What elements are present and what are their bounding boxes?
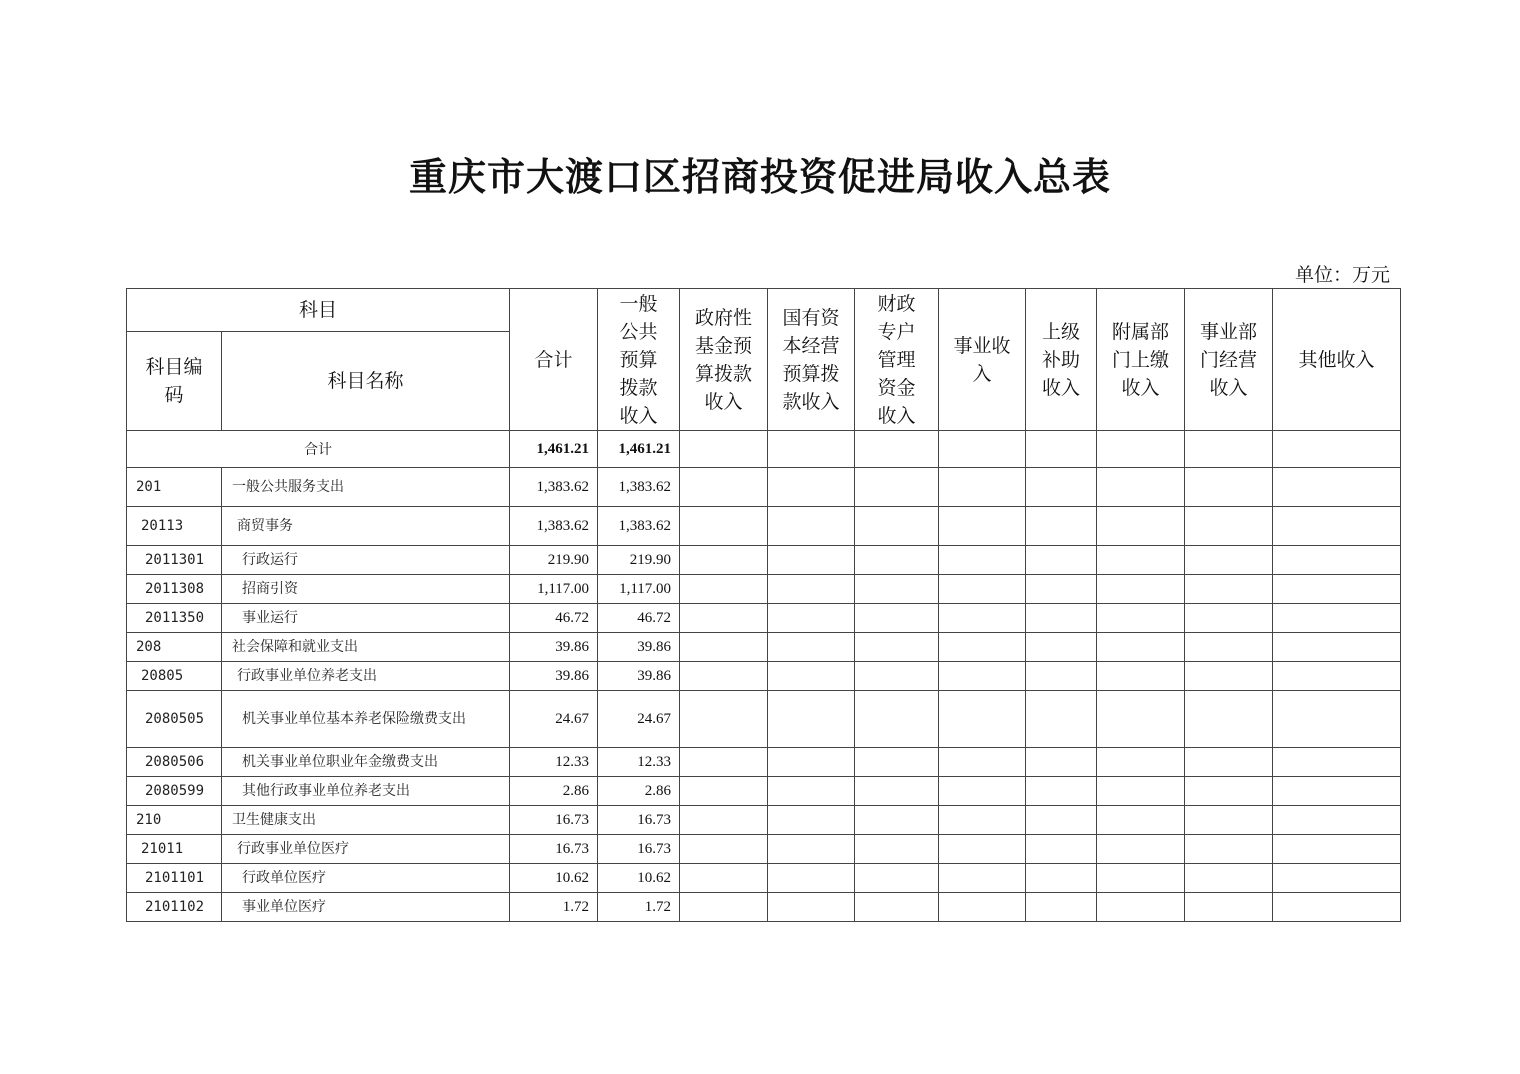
empty-cell xyxy=(1097,575,1185,604)
total-row-total: 1,461.21 xyxy=(510,431,598,468)
empty-cell xyxy=(1026,691,1097,748)
empty-cell xyxy=(680,777,768,806)
table-row xyxy=(127,806,1401,835)
table-row xyxy=(127,893,1401,922)
header-subject-name: 科目名称 xyxy=(222,332,510,431)
row-code: 2080506 xyxy=(127,748,222,777)
empty-cell xyxy=(855,431,939,468)
empty-cell xyxy=(855,893,939,922)
empty-cell xyxy=(1273,468,1401,507)
row-code: 2011301 xyxy=(127,546,222,575)
empty-cell xyxy=(855,864,939,893)
empty-cell xyxy=(1185,864,1273,893)
empty-cell xyxy=(1185,546,1273,575)
table-row xyxy=(127,691,1401,748)
empty-cell xyxy=(939,893,1026,922)
empty-cell xyxy=(855,575,939,604)
empty-cell xyxy=(1026,546,1097,575)
empty-cell xyxy=(1026,806,1097,835)
empty-cell xyxy=(939,633,1026,662)
header-state-capital xyxy=(768,289,855,431)
header-fiscal-account-text: 财政专户管理资金收入 xyxy=(877,292,916,427)
row-general-budget: 10.62 xyxy=(598,864,680,893)
row-total: 2.86 xyxy=(510,777,598,806)
header-affiliated-payment xyxy=(1097,289,1185,431)
row-total: 39.86 xyxy=(510,662,598,691)
row-name: 一般公共服务支出 xyxy=(222,468,510,507)
row-total: 24.67 xyxy=(510,691,598,748)
empty-cell xyxy=(1185,806,1273,835)
row-code: 20805 xyxy=(127,662,222,691)
empty-cell xyxy=(768,893,855,922)
header-subject: 科目 xyxy=(127,289,510,332)
empty-cell xyxy=(1026,604,1097,633)
total-row-general-budget: 1,461.21 xyxy=(598,431,680,468)
row-total: 1.72 xyxy=(510,893,598,922)
empty-cell xyxy=(939,835,1026,864)
empty-cell xyxy=(1026,893,1097,922)
empty-cell xyxy=(1273,546,1401,575)
empty-cell xyxy=(1273,864,1401,893)
empty-cell xyxy=(1273,633,1401,662)
table-row xyxy=(127,748,1401,777)
row-name: 机关事业单位职业年金缴费支出 xyxy=(222,748,510,777)
header-superior-subsidy-text: 上级补助收入 xyxy=(1042,320,1081,399)
empty-cell xyxy=(680,507,768,546)
row-total: 39.86 xyxy=(510,633,598,662)
row-name: 行政事业单位养老支出 xyxy=(222,662,510,691)
header-fiscal-account xyxy=(855,289,939,431)
row-general-budget: 39.86 xyxy=(598,633,680,662)
header-business-income xyxy=(939,289,1026,431)
row-general-budget: 16.73 xyxy=(598,806,680,835)
empty-cell xyxy=(855,507,939,546)
table-row xyxy=(127,835,1401,864)
empty-cell xyxy=(1097,507,1185,546)
row-code: 2101101 xyxy=(127,864,222,893)
unit-label: 单位：万元 xyxy=(1294,265,1390,286)
header-gov-fund xyxy=(680,289,768,431)
empty-cell xyxy=(680,835,768,864)
empty-cell xyxy=(680,633,768,662)
row-name: 行政运行 xyxy=(222,546,510,575)
empty-cell xyxy=(939,575,1026,604)
row-name: 行政事业单位医疗 xyxy=(222,835,510,864)
row-total: 1,117.00 xyxy=(510,575,598,604)
empty-cell xyxy=(768,507,855,546)
table-row xyxy=(127,468,1401,507)
empty-cell xyxy=(939,604,1026,633)
row-total: 10.62 xyxy=(510,864,598,893)
row-name: 卫生健康支出 xyxy=(222,806,510,835)
row-total: 1,383.62 xyxy=(510,468,598,507)
row-name: 招商引资 xyxy=(222,575,510,604)
row-general-budget: 219.90 xyxy=(598,546,680,575)
header-business-income-text: 事业收入 xyxy=(953,334,1011,385)
row-name: 社会保障和就业支出 xyxy=(222,633,510,662)
empty-cell xyxy=(1185,468,1273,507)
row-code: 210 xyxy=(127,806,222,835)
empty-cell xyxy=(1097,468,1185,507)
row-code: 2011308 xyxy=(127,575,222,604)
row-code: 2011350 xyxy=(127,604,222,633)
empty-cell xyxy=(680,431,768,468)
empty-cell xyxy=(1185,633,1273,662)
empty-cell xyxy=(1273,893,1401,922)
row-general-budget: 12.33 xyxy=(598,748,680,777)
header-gov-fund-text: 政府性基金预算拨款收入 xyxy=(695,306,753,413)
empty-cell xyxy=(768,662,855,691)
table-row xyxy=(127,777,1401,806)
empty-cell xyxy=(855,662,939,691)
row-code: 2080599 xyxy=(127,777,222,806)
empty-cell xyxy=(1185,893,1273,922)
empty-cell xyxy=(939,507,1026,546)
empty-cell xyxy=(855,691,939,748)
empty-cell xyxy=(768,864,855,893)
table-row xyxy=(127,575,1401,604)
empty-cell xyxy=(1097,633,1185,662)
row-name: 机关事业单位基本养老保险缴费支出 xyxy=(222,691,510,748)
empty-cell xyxy=(680,662,768,691)
row-general-budget: 1.72 xyxy=(598,893,680,922)
empty-cell xyxy=(1097,431,1185,468)
empty-cell xyxy=(768,748,855,777)
empty-cell xyxy=(1273,835,1401,864)
empty-cell xyxy=(1273,691,1401,748)
row-name: 其他行政事业单位养老支出 xyxy=(222,777,510,806)
empty-cell xyxy=(1273,806,1401,835)
empty-cell xyxy=(855,546,939,575)
income-summary-table xyxy=(126,288,1401,922)
header-total: 合计 xyxy=(510,289,598,431)
empty-cell xyxy=(768,468,855,507)
empty-cell xyxy=(855,468,939,507)
total-row-label: 合计 xyxy=(127,431,510,468)
empty-cell xyxy=(1273,748,1401,777)
empty-cell xyxy=(1097,748,1185,777)
table-row xyxy=(127,604,1401,633)
empty-cell xyxy=(768,604,855,633)
empty-cell xyxy=(768,835,855,864)
empty-cell xyxy=(1097,864,1185,893)
empty-cell xyxy=(1273,777,1401,806)
empty-cell xyxy=(939,864,1026,893)
empty-cell xyxy=(680,468,768,507)
empty-cell xyxy=(768,633,855,662)
empty-cell xyxy=(1185,777,1273,806)
row-total: 46.72 xyxy=(510,604,598,633)
empty-cell xyxy=(939,546,1026,575)
empty-cell xyxy=(939,691,1026,748)
empty-cell xyxy=(1185,575,1273,604)
empty-cell xyxy=(1097,691,1185,748)
row-total: 12.33 xyxy=(510,748,598,777)
empty-cell xyxy=(1273,431,1401,468)
empty-cell xyxy=(1185,748,1273,777)
row-general-budget: 46.72 xyxy=(598,604,680,633)
empty-cell xyxy=(768,431,855,468)
empty-cell xyxy=(1185,604,1273,633)
empty-cell xyxy=(768,546,855,575)
empty-cell xyxy=(1097,777,1185,806)
empty-cell xyxy=(768,691,855,748)
empty-cell xyxy=(1026,662,1097,691)
row-total: 1,383.62 xyxy=(510,507,598,546)
empty-cell xyxy=(680,806,768,835)
empty-cell xyxy=(855,748,939,777)
row-code: 2080505 xyxy=(127,691,222,748)
empty-cell xyxy=(1026,633,1097,662)
empty-cell xyxy=(1097,604,1185,633)
empty-cell xyxy=(855,777,939,806)
empty-cell xyxy=(1097,893,1185,922)
empty-cell xyxy=(1273,575,1401,604)
empty-cell xyxy=(1097,546,1185,575)
empty-cell xyxy=(1273,604,1401,633)
row-name: 商贸事务 xyxy=(222,507,510,546)
header-state-capital-text: 国有资本经营预算拨款收入 xyxy=(782,306,840,413)
table-row xyxy=(127,546,1401,575)
empty-cell xyxy=(1273,662,1401,691)
empty-cell xyxy=(1185,431,1273,468)
empty-cell xyxy=(939,431,1026,468)
row-general-budget: 1,117.00 xyxy=(598,575,680,604)
page-title: 重庆市大渡口区招商投资促进局收入总表 xyxy=(408,154,1111,199)
row-general-budget: 1,383.62 xyxy=(598,507,680,546)
empty-cell xyxy=(939,748,1026,777)
row-general-budget: 16.73 xyxy=(598,835,680,864)
header-subject-code-text: 科目编码 xyxy=(145,356,203,406)
empty-cell xyxy=(1273,507,1401,546)
row-total: 219.90 xyxy=(510,546,598,575)
empty-cell xyxy=(1026,777,1097,806)
header-business-operation-text: 事业部门经营收入 xyxy=(1200,320,1258,399)
empty-cell xyxy=(939,662,1026,691)
empty-cell xyxy=(1026,864,1097,893)
table-row xyxy=(127,507,1401,546)
empty-cell xyxy=(680,864,768,893)
empty-cell xyxy=(1185,662,1273,691)
empty-cell xyxy=(1026,835,1097,864)
empty-cell xyxy=(939,777,1026,806)
empty-cell xyxy=(768,575,855,604)
header-superior-subsidy xyxy=(1026,289,1097,431)
header-business-operation xyxy=(1185,289,1273,431)
empty-cell xyxy=(855,633,939,662)
empty-cell xyxy=(680,575,768,604)
empty-cell xyxy=(680,748,768,777)
empty-cell xyxy=(1097,806,1185,835)
header-general-budget-text: 一般公共预算拨款收入 xyxy=(619,292,658,427)
row-general-budget: 39.86 xyxy=(598,662,680,691)
table-row xyxy=(127,864,1401,893)
row-code: 21011 xyxy=(127,835,222,864)
empty-cell xyxy=(680,691,768,748)
empty-cell xyxy=(680,546,768,575)
empty-cell xyxy=(855,806,939,835)
empty-cell xyxy=(768,806,855,835)
header-other-income: 其他收入 xyxy=(1273,289,1401,431)
row-code: 2101102 xyxy=(127,893,222,922)
table-row xyxy=(127,633,1401,662)
empty-cell xyxy=(1185,835,1273,864)
row-general-budget: 2.86 xyxy=(598,777,680,806)
row-name: 事业单位医疗 xyxy=(222,893,510,922)
row-code: 201 xyxy=(127,468,222,507)
row-general-budget: 1,383.62 xyxy=(598,468,680,507)
header-general-budget xyxy=(598,289,680,431)
header-subject-code xyxy=(127,332,222,431)
empty-cell xyxy=(1026,431,1097,468)
empty-cell xyxy=(855,604,939,633)
row-total: 16.73 xyxy=(510,835,598,864)
total-row xyxy=(127,431,1401,468)
header-affiliated-payment-text: 附属部门上缴收入 xyxy=(1112,320,1170,399)
empty-cell xyxy=(1097,662,1185,691)
row-general-budget: 24.67 xyxy=(598,691,680,748)
empty-cell xyxy=(1026,507,1097,546)
row-total: 16.73 xyxy=(510,806,598,835)
empty-cell xyxy=(855,835,939,864)
row-name: 事业运行 xyxy=(222,604,510,633)
empty-cell xyxy=(939,806,1026,835)
empty-cell xyxy=(1026,575,1097,604)
empty-cell xyxy=(680,893,768,922)
row-code: 208 xyxy=(127,633,222,662)
empty-cell xyxy=(680,604,768,633)
empty-cell xyxy=(1026,748,1097,777)
empty-cell xyxy=(939,468,1026,507)
empty-cell xyxy=(768,777,855,806)
empty-cell xyxy=(1185,691,1273,748)
table-row xyxy=(127,662,1401,691)
header-row-1 xyxy=(127,289,1401,332)
row-code: 20113 xyxy=(127,507,222,546)
empty-cell xyxy=(1097,835,1185,864)
empty-cell xyxy=(1185,507,1273,546)
row-name: 行政单位医疗 xyxy=(222,864,510,893)
empty-cell xyxy=(1026,468,1097,507)
